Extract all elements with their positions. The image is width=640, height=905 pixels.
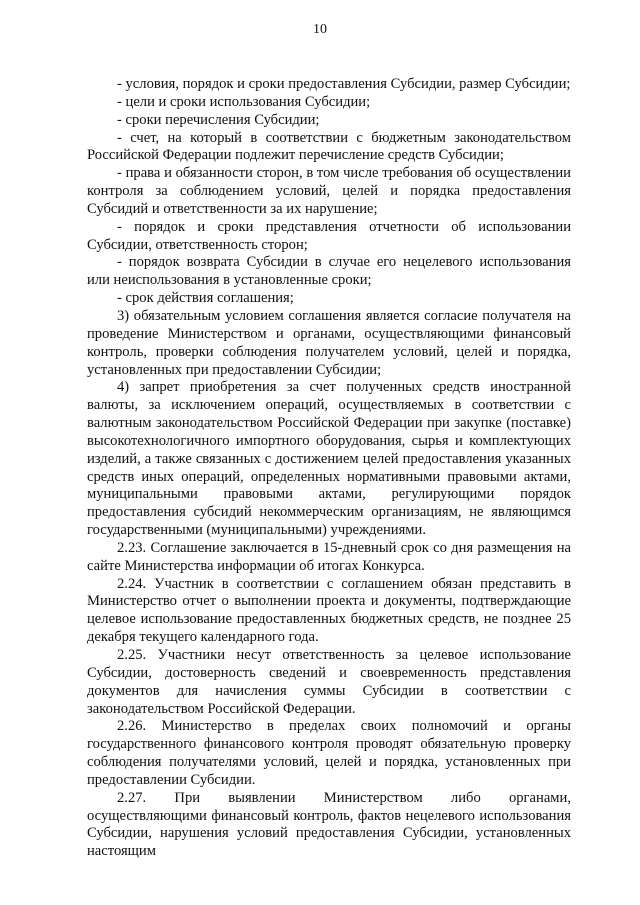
paragraph-2-25: 2.25. Участники несут ответственность за целевое использование Субсидии, достоверность сведений и своевременность представления документов для начисления суммы Субсидии в соответствии с законодательством Российской Федерации.: [87, 647, 571, 717]
list-item-account: - счет, на который в соответствии с бюджетным законодательством Российской Федерации подлежит перечисление средств Субсидии;: [87, 129, 571, 164]
paragraph-condition-4: 4) запрет приобретения за счет полученных средств иностранной валюты, за исключением операций, осуществляемых в соответствии с валютным законодательством Российской Федерации при закупке (поставке) высокотехнологичного импортного оборудования, сырья и комплектующих изделий, а также связанных с достижением целей предоставления указанных средств иных операций, определенных нормативными правовыми актами, муниципальными правовыми актами, регулирующими порядок предоставления субсидий некоммерческим организациям, не являющимся государственными (муниципальными) учреждениями.: [87, 379, 571, 539]
paragraph-2-26: 2.26. Министерство в пределах своих полномочий и органы государственного финансового контроля проводят обязательную проверку соблюдения получателями условий, целей и порядка, установленных при предоставлении Субсидии.: [87, 718, 571, 788]
list-item-goals: - цели и сроки использования Субсидии;: [117, 93, 371, 110]
paragraph-condition-3: 3) обязательным условием соглашения является согласие получателя на проведение Министерством и органами, осуществляющими финансовый контроль, проверки соблюдения получателем условий, целей и порядка, установленных при предоставлении Субсидии;: [87, 307, 571, 378]
list-item-conditions: - условия, порядок и сроки предоставления Субсидии, размер Субсидии;: [117, 76, 571, 92]
paragraph-2-24: 2.24. Участник в соответствии с соглашением обязан представить в Министерство отчет о выполнении проекта и документы, подтверждающие целевое использование предоставленных бюджетных средств, не позднее 25 декабря текущего календарного года.: [87, 575, 571, 646]
list-item-refund: - порядок возврата Субсидии в случае его нецелевого использования или неиспользования в установленные сроки;: [87, 254, 571, 289]
list-item-rights-duties: - права и обязанности сторон, в том числе требования об осуществлении контроля за соблюдением условий, целей и порядка предоставления Субсидий и ответственности за их нарушение;: [87, 165, 571, 217]
list-item-transfer-terms: - сроки перечисления Субсидии;: [117, 111, 320, 128]
list-item-reporting: - порядок и сроки представления отчетности об использовании Субсидии, ответственность сторон;: [87, 218, 571, 253]
paragraph-2-23: 2.23. Соглашение заключается в 15-дневный срок со дня размещения на сайте Министерства информации об итогах Конкурса.: [87, 539, 571, 574]
paragraph-2-27: 2.27. При выявлении Министерством либо органами, осуществляющими финансовый контроль, фактов нецелевого использования Субсидии, нарушения условий предоставления Субсидии, установленных настоящим: [87, 789, 571, 860]
document-body: [87, 76, 571, 861]
list-item-agreement-term: - срок действия соглашения;: [117, 290, 294, 307]
page-number: 10: [313, 22, 327, 37]
